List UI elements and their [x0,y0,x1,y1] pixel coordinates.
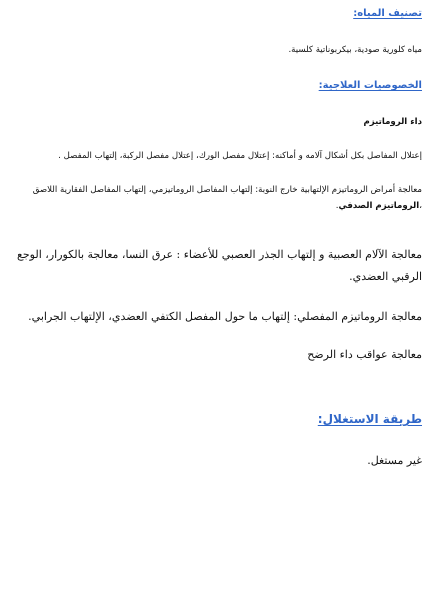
classification-text: مياه كلورية صودية، بيكربوناتية كلسية. [288,45,422,55]
indication-neuralgia: معالجة الآلام العصبية و إلتهاب الجذر العصبي للأعضاء : عرق النسا، معالجة بالكورار، الوجع الرقبي العضدي. [17,248,422,283]
indication-trauma-sequelae: معالجة عواقب داء الرضح [307,348,422,361]
indication-inflammatory-rheumatism-text: معالجة أمراض الروماتيزم الإلتهابية خارج النوبة: إلتهاب المفاصل الروماتيزمي، إلتهاب المفاصل الفقارية اللاصق ، [32,185,422,211]
rheumatism-subheading: داء الروماتيزم [363,117,422,127]
usage-heading: طريقة الاستغلال: [317,412,422,426]
psoriatic-rheumatism-term: الروماتيزم الصدفي [338,201,420,211]
indication-joint-disorders: إعتلال المفاصل بكل أشكال آلامه و أماكنه: إعتلال مفصل الورك، إعتلال مفصل الركبة، إلتهاب المفصل . [58,151,422,161]
indication-articular-rheumatism: معالجة الروماتيزم المفصلي: إلتهاب ما حول المفصل الكتفي العضدي، الإلتهاب الجرابي. [28,310,422,323]
indication-inflammatory-rheumatism: معالجة أمراض الروماتيزم الإلتهابية خارج النوبة: إلتهاب المفاصل الروماتيزمي، إلتهاب المفاصل الفقارية اللاصق ،الروماتيزم الصدفي. [32,185,422,211]
usage-text: غير مستغل. [367,454,422,467]
therapeutic-heading: الخصوصيات العلاجية: [318,80,422,91]
classification-heading: تصنيف المياه: [353,8,422,19]
